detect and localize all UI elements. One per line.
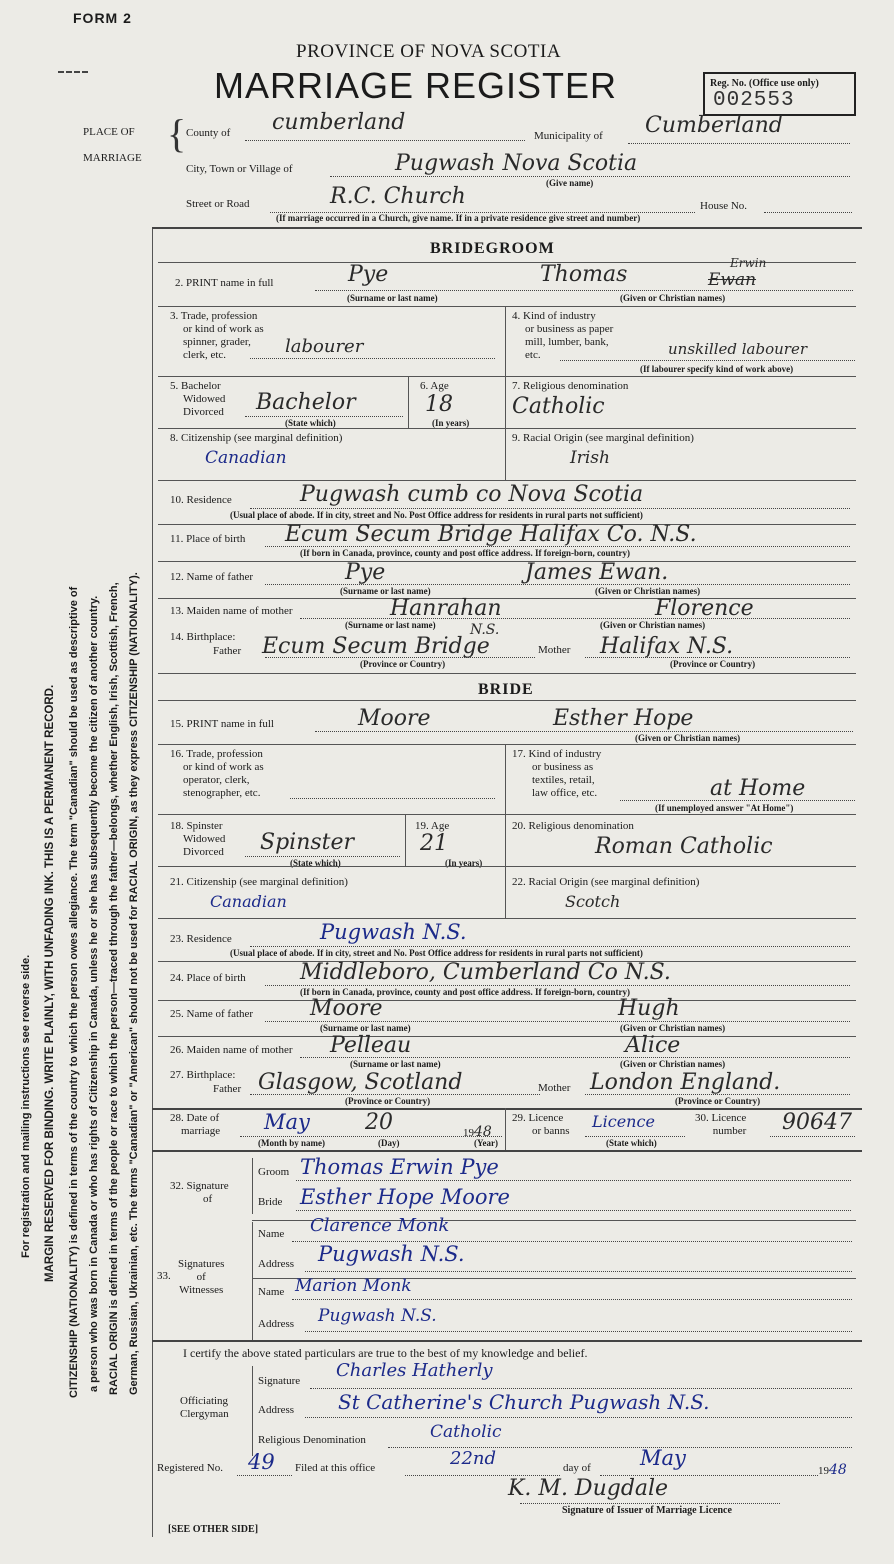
bride-industry: at Home	[710, 776, 806, 801]
f8-label: 8. Citizenship (see marginal definition)	[170, 432, 343, 444]
groom-signature: Thomas Erwin Pye	[300, 1155, 499, 1179]
groom-residence: Pugwash cumb co Nova Scotia	[300, 482, 644, 507]
f33-label: Signatures of Witnesses	[178, 1258, 225, 1296]
clergy-label: Officiating Clergyman	[180, 1395, 229, 1420]
f28-label: 28. Date of marriage	[170, 1112, 221, 1137]
bride-sig-label: Bride	[258, 1196, 283, 1208]
issuer-caption: Signature of Issuer of Marriage Licence	[562, 1505, 732, 1516]
witness2-name: Marion Monk	[295, 1276, 412, 1296]
f11-caption: (If born in Canada, province, county and post office address. If foreign-born, country)	[300, 548, 631, 558]
f18-label: 18. Spinster Widowed Divorced	[170, 820, 226, 858]
see-other-side: [SEE OTHER SIDE]	[168, 1524, 259, 1535]
certify-statement: I certify the above stated particulars are true to the best of my knowledge and belief.	[183, 1346, 588, 1360]
margin-instructions: For registration and mailing instructions see reverse side.	[20, 954, 32, 1258]
clergy-religion: Catholic	[430, 1422, 502, 1442]
bride-father-given: Hugh	[618, 996, 680, 1021]
place-note: (If marriage occurred in a Church, give name. If in a private residence give street and number)	[276, 213, 641, 223]
margin-racial-1: RACIAL ORIGIN is defined in terms of the people or race to which the person—traced through the father—belongs, whether English, Irish, Scottish, French,	[108, 582, 120, 1395]
form-number: FORM 2	[73, 10, 132, 26]
licence-state-which: (State which)	[606, 1138, 657, 1148]
f6-label: 6. Age	[420, 380, 449, 392]
f5-label: 5. Bachelor Widowed Divorced	[170, 380, 226, 418]
clergy-relig-label: Religious Denomination	[258, 1434, 366, 1446]
street-label: Street or Road	[186, 198, 250, 210]
bride-mother-surname: Pelleau	[330, 1033, 412, 1058]
city-value: Pugwash Nova Scotia	[395, 151, 638, 176]
groom-sig-label: Groom	[258, 1166, 290, 1178]
county-label: County of	[186, 127, 231, 139]
f27-label: 27. Birthplace: Father	[170, 1069, 242, 1095]
groom-age: 18	[425, 392, 453, 417]
f26-given-caption: (Given or Christian names)	[620, 1059, 726, 1069]
marriage-day: 20	[365, 1110, 393, 1135]
f2-label: 2. PRINT name in full	[175, 277, 274, 289]
marriage-year: 1948	[463, 1124, 492, 1140]
f25-surname-caption: (Surname or last name)	[320, 1023, 411, 1033]
f3-label: 3. Trade, profession or kind of work as spinner, grader, clerk, etc.	[170, 310, 264, 361]
county-value: cumberland	[272, 110, 406, 135]
f33-num: 33.	[157, 1270, 171, 1282]
place-label-1: PLACE OF	[83, 126, 135, 138]
f26-label: 26. Maiden name of mother	[170, 1044, 293, 1056]
year-caption: (Year)	[474, 1138, 498, 1148]
filed-month: May	[640, 1446, 686, 1470]
f23-label: 23. Residence	[170, 933, 232, 945]
groom-given: Thomas	[540, 262, 628, 287]
licence-type: Licence	[592, 1112, 655, 1131]
w2-address-label: Address	[258, 1318, 295, 1330]
margin-binding-note: MARGIN RESERVED FOR BINDING. WRITE PLAINLY, WITH UNFADING INK. THIS IS A PERMANENT RECORD.	[44, 684, 56, 1282]
f14-label: 14. Birthplace: Father	[170, 631, 242, 657]
f24-caption: (If born in Canada, province, county and post office address. If foreign-born, country)	[300, 987, 631, 997]
issuer-signature: K. M. Dugdale	[508, 1476, 669, 1501]
groom-state-which: (State which)	[285, 418, 336, 428]
bride-father-surname: Moore	[310, 996, 383, 1021]
clergy-signature: Charles Hatherly	[336, 1360, 493, 1381]
margin-citizenship-2: a person who was born in Canada or who has rights of Citizenship in Canada, unless he or she has subsequently become the citizen of another country.	[88, 595, 100, 1392]
f12-surname-caption: (Surname or last name)	[340, 586, 431, 596]
f13-given-caption: (Given or Christian names)	[600, 620, 706, 630]
f15-label: 15. PRINT name in full	[170, 718, 274, 730]
w2-name-label: Name	[258, 1286, 285, 1298]
groom-father-birth: Ecum Secum Bridge	[262, 634, 490, 659]
bride-state-which: (State which)	[290, 858, 341, 868]
f13-surname-caption: (Surname or last name)	[345, 620, 436, 630]
place-brace: {	[167, 111, 187, 156]
f14-father-caption: (Province or Country)	[360, 659, 446, 669]
f16-label: 16. Trade, profession or kind of work as operator, clerk, stenographer, etc.	[170, 748, 264, 799]
month-caption: (Month by name)	[258, 1138, 325, 1148]
filed-year: 1948	[818, 1462, 847, 1478]
bride-signature: Esther Hope Moore	[300, 1185, 510, 1209]
groom-given-correction: Erwin	[730, 256, 767, 270]
f27-mother-caption: (Province or Country)	[675, 1096, 761, 1106]
groom-mother-surname: Hanrahan	[390, 596, 502, 621]
groom-given-strike: Ewan	[708, 270, 757, 290]
w1-name-label: Name	[258, 1228, 285, 1240]
margin-dash	[58, 71, 88, 73]
f29-label: 29. Licence or banns	[512, 1112, 570, 1137]
f25-label: 25. Name of father	[170, 1008, 254, 1020]
marriage-month: May	[264, 1110, 310, 1134]
bride-surname: Moore	[358, 706, 431, 731]
f13-label: 13. Maiden name of mother	[170, 605, 293, 617]
filed-label: Filed at this office	[295, 1462, 376, 1474]
f24-label: 24. Place of birth	[170, 972, 246, 984]
house-label: House No.	[700, 200, 748, 212]
groom-citizenship: Canadian	[205, 448, 287, 468]
bride-heading: BRIDE	[478, 681, 534, 698]
f4-label: 4. Kind of industry or business as paper mill, lumber, bank, etc.	[512, 310, 614, 361]
witness1-name: Clarence Monk	[310, 1215, 450, 1236]
margin-racial-2: German, Russian, Ukrainian, etc. The terms "Canadian" or "American" should not be used for RACIAL ORIGIN, as they express CITIZENSHIP (NATIONALITY).	[128, 572, 140, 1395]
groom-surname-caption: (Surname or last name)	[347, 293, 438, 303]
bride-given: Esther Hope	[553, 706, 694, 731]
groom-religion: Catholic	[512, 394, 605, 419]
groom-mother-birth: Halifax N.S.	[600, 634, 734, 659]
bride-status: Spinster	[260, 830, 355, 855]
city-label: City, Town or Village of	[186, 163, 293, 175]
bride-residence: Pugwash N.S.	[320, 920, 467, 944]
f23-caption: (Usual place of abode. If in city, street and No. Post Office address for residents in rural parts not sufficient)	[230, 948, 643, 958]
groom-surname: Pye	[348, 262, 389, 287]
groom-father-birth-note: N.S.	[470, 622, 500, 638]
day-caption: (Day)	[378, 1138, 400, 1148]
w1-address-label: Address	[258, 1258, 295, 1270]
f32-label: 32. Signature of	[170, 1180, 229, 1205]
margin-citizenship-1: CITIZENSHIP (NATIONALITY) is defined in terms of the country to which the person owes allegiance. The term "Canadian" should be used as descriptive of	[68, 586, 80, 1398]
f27-mother-label: Mother	[538, 1082, 571, 1094]
registered-number: 49	[248, 1450, 275, 1474]
witness1-address: Pugwash N.S.	[318, 1242, 465, 1266]
witness2-address: Pugwash N.S.	[318, 1306, 437, 1326]
f20-label: 20. Religious denomination	[512, 820, 634, 832]
bride-father-birth: Glasgow, Scotland	[258, 1070, 463, 1095]
f10-caption: (Usual place of abode. If in city, street and No. Post Office address for residents in rural parts not sufficient)	[230, 510, 643, 520]
bride-racial: Scotch	[565, 892, 621, 911]
groom-racial: Irish	[570, 448, 610, 468]
province-heading: PROVINCE OF NOVA SCOTIA	[296, 41, 562, 62]
f11-label: 11. Place of birth	[170, 533, 246, 545]
filed-day: 22nd	[450, 1448, 497, 1469]
groom-age-caption: (In years)	[432, 418, 470, 428]
bride-birthplace: Middleboro, Cumberland Co N.S.	[300, 960, 671, 985]
groom-given-caption: (Given or Christian names)	[620, 293, 726, 303]
bride-age-caption: (In years)	[445, 858, 483, 868]
f9-label: 9. Racial Origin (see marginal definition)	[512, 432, 694, 444]
groom-industry: unskilled labourer	[668, 340, 807, 358]
groom-heading: BRIDEGROOM	[430, 240, 555, 257]
f4-caption: (If labourer specify kind of work above)	[640, 364, 794, 374]
f7-label: 7. Religious denomination	[512, 380, 629, 392]
clergy-address-label: Address	[258, 1404, 295, 1416]
f22-label: 22. Racial Origin (see marginal definition)	[512, 876, 700, 888]
clergy-sig-label: Signature	[258, 1375, 301, 1387]
f27-father-caption: (Province or Country)	[345, 1096, 431, 1106]
page-title: MARRIAGE REGISTER	[214, 65, 618, 106]
place-label-2: MARRIAGE	[83, 152, 142, 164]
f30-label: 30. Licence number	[695, 1112, 747, 1137]
bride-age: 21	[420, 831, 448, 856]
reg-number: 002553	[713, 89, 795, 112]
f21-label: 21. Citizenship (see marginal definition)	[170, 876, 348, 888]
bride-mother-birth: London England.	[590, 1070, 781, 1095]
f12-given-caption: (Given or Christian names)	[595, 586, 701, 596]
f14-mother-caption: (Province or Country)	[670, 659, 756, 669]
f19-label: 19. Age	[415, 820, 450, 832]
bride-mother-given: Alice	[625, 1033, 681, 1058]
give-name-caption: (Give name)	[546, 178, 594, 188]
street-value: R.C. Church	[330, 184, 466, 209]
registered-label: Registered No.	[157, 1462, 223, 1474]
f17-label: 17. Kind of industry or business as textiles, retail, law office, etc.	[512, 748, 602, 799]
bride-citizenship: Canadian	[210, 892, 287, 911]
groom-father-given: James Ewan.	[525, 560, 669, 585]
day-of-label: day of	[563, 1462, 591, 1474]
f14-mother-label: Mother	[538, 644, 571, 656]
bride-given-caption: (Given or Christian names)	[635, 733, 741, 743]
f26-surname-caption: (Surname or last name)	[350, 1059, 441, 1069]
reg-number-label: Reg. No. (Office use only)	[710, 78, 819, 89]
bride-religion: Roman Catholic	[595, 834, 773, 859]
groom-mother-given: Florence	[655, 596, 754, 621]
f12-label: 12. Name of father	[170, 571, 254, 583]
f10-label: 10. Residence	[170, 494, 232, 506]
licence-number: 90647	[782, 1110, 852, 1135]
groom-status: Bachelor	[256, 390, 356, 415]
municipality-value: Cumberland	[645, 113, 783, 138]
groom-father-surname: Pye	[345, 560, 386, 585]
municipality-label: Municipality of	[534, 130, 603, 142]
groom-birthplace: Ecum Secum Bridge Halifax Co. N.S.	[285, 522, 697, 547]
groom-trade: labourer	[285, 336, 364, 357]
clergy-address: St Catherine's Church Pugwash N.S.	[338, 1390, 710, 1414]
f25-given-caption: (Given or Christian names)	[620, 1023, 726, 1033]
f17-caption: (If unemployed answer "At Home")	[655, 803, 794, 813]
